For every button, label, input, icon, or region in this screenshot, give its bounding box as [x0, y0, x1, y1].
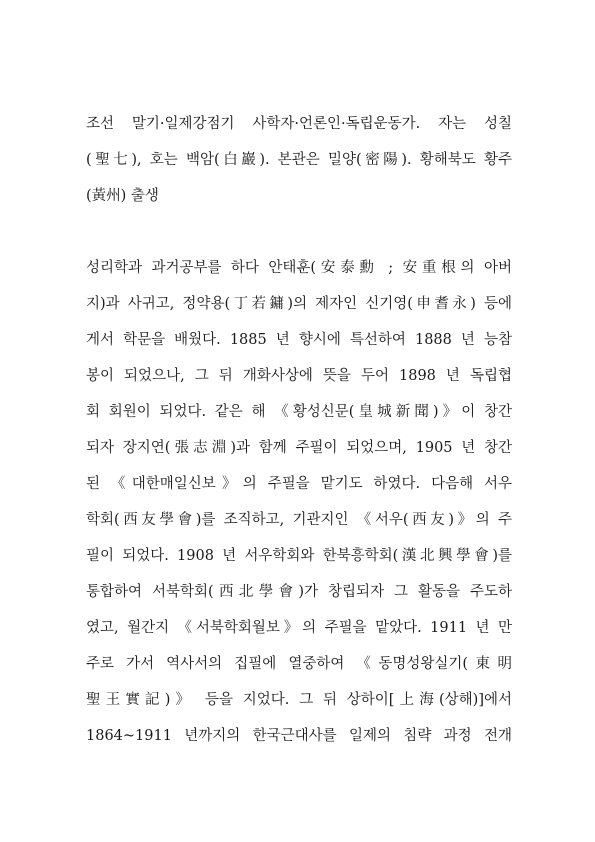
text-line: 성리학과 과거공부를 하다 안태훈(安泰勳 ; 安重根의 아버 — [86, 260, 512, 276]
text-line: 되자 장지연(張志淵)과 함께 주필이 되었으며, 1905 년 창간 — [86, 440, 512, 456]
text-line: 였고, 월간지 《서북학회월보》의 주필을 맡았다. 1911 년 만 — [86, 620, 512, 636]
text-line: (聖七), 호는 백암(白巖). 본관은 밀양(密陽). 황해북도 황주 — [86, 152, 512, 168]
text-line: 된 《대한매일신보》의 주필을 맡기도 하였다. 다음해 서우 — [86, 476, 512, 492]
text-line: 회 회원이 되었다. 같은 해 《황성신문(皇城新聞)》이 창간 — [86, 404, 512, 420]
text-line: 조선 말기·일제강점기 사학자·언론인·독립운동가. 자는 성칠 — [86, 116, 512, 132]
text-line: 聖王實記)》 등을 지었다. 그 뒤 상하이[上海(상해)]에서 — [86, 692, 512, 708]
text-line: 1864~1911 년까지의 한국근대사를 일제의 침략 과정 전개 — [86, 728, 512, 744]
text-line: 필이 되었다. 1908 년 서우학회와 한북흥학회(漢北興學會)를 — [86, 548, 512, 564]
text-line: 학회(西友學會)를 조직하고, 기관지인 《서우(西友)》의 주 — [86, 512, 512, 528]
text-line: 봉이 되었으나, 그 뒤 개화사상에 뜻을 두어 1898 년 독립협 — [86, 368, 512, 384]
text-line: (黃州) 출생 — [86, 188, 159, 204]
text-line: 주로 가서 역사서의 집필에 열중하여 《동명성왕실기(東明 — [86, 656, 512, 672]
text-line: 지)과 사귀고, 정약용(丁若鏞)의 제자인 신기영(申耆永) 등에 — [86, 296, 512, 312]
text-line: 통합하여 서북학회(西北學會)가 창립되자 그 활동을 주도하 — [86, 584, 512, 600]
text-line: 게서 학문을 배웠다. 1885 년 향시에 특선하여 1888 년 능참 — [86, 332, 512, 348]
